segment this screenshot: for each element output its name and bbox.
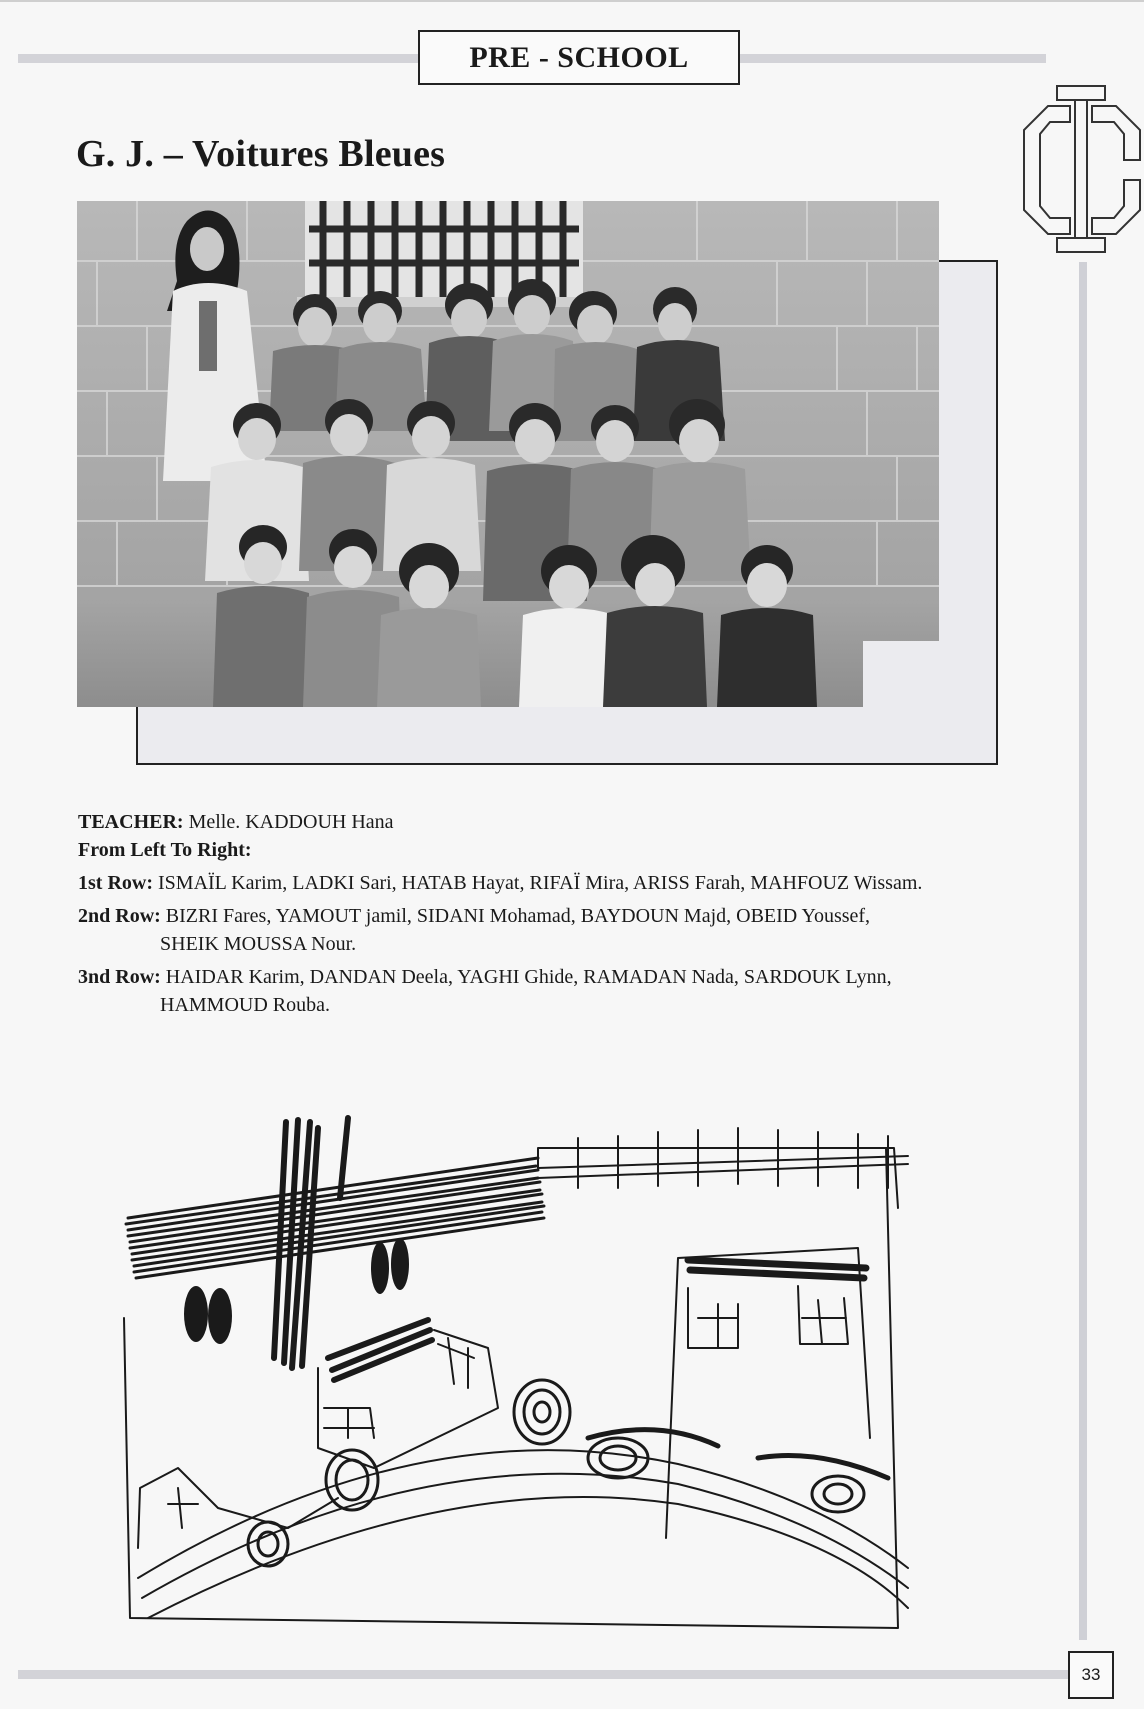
teacher-line <box>78 808 1018 836</box>
row-label: 1st Row: <box>78 872 153 894</box>
child-car-drawing <box>118 1108 1018 1668</box>
class-title: G. J. – Voitures Bleues <box>76 133 446 175</box>
section-label: PRE - SCHOOL <box>418 30 740 85</box>
teacher-label: TEACHER: <box>78 811 184 833</box>
row-label: 3nd Row: <box>78 966 161 988</box>
class-photo <box>77 201 939 707</box>
student-row-2 <box>78 902 1018 930</box>
student-row-1 <box>78 869 1018 897</box>
page-number: 33 <box>1068 1651 1114 1699</box>
photo-caption <box>78 808 1018 1019</box>
ic-monogram-logo-icon <box>1020 84 1142 254</box>
order-label: From Left To Right: <box>78 839 252 861</box>
side-rule <box>1079 262 1087 1640</box>
teacher-name: Melle. KADDOUH Hana <box>188 811 394 833</box>
row-names: BIZRI Fares, YAMOUT jamil, SIDANI Mohamad, BAYDOUN Majd, OBEID Youssef, <box>165 905 871 927</box>
row-continuation: HAMMOUD Rouba. <box>160 994 330 1016</box>
page-edge <box>0 0 1144 2</box>
student-row-3 <box>78 963 1018 991</box>
row-names: HAIDAR Karim, DANDAN Deela, YAGHI Ghide, RAMADAN Nada, SARDOUK Lynn, <box>165 966 892 988</box>
footer-rule <box>18 1670 1074 1679</box>
row-names: ISMAÏL Karim, LADKI Sari, HATAB Hayat, RIFAÏ Mira, ARISS Farah, MAHFOUZ Wissam. <box>158 872 923 894</box>
row-continuation: SHEIK MOUSSA Nour. <box>160 933 357 955</box>
row-label: 2nd Row: <box>78 905 161 927</box>
